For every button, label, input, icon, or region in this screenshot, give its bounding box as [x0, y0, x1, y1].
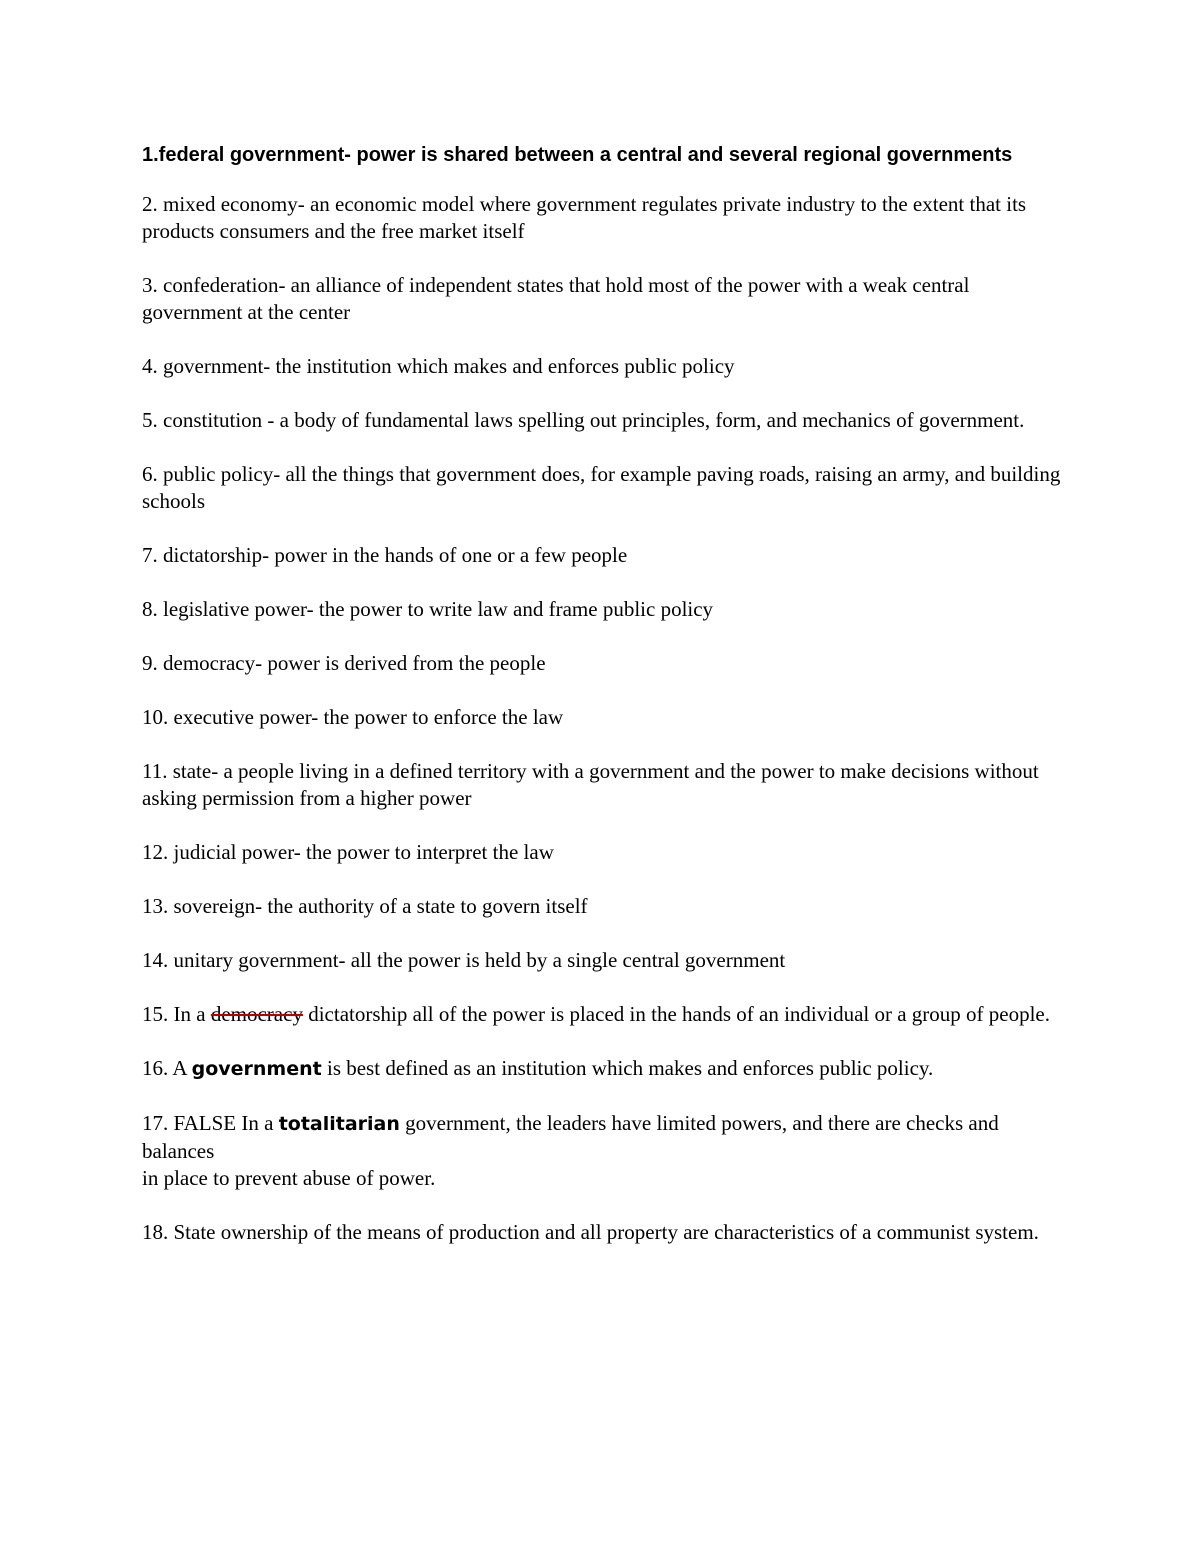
definition-item: 12. judicial power- the power to interpret the law	[142, 840, 554, 864]
question-17-rest: government, the leaders have limited powers, and there are checks and balances	[142, 1111, 999, 1163]
definition-item: 4. government- the institution which makes and enforces public policy	[142, 354, 735, 378]
definition-item: 14. unitary government- all the power is held by a single central government	[142, 948, 786, 972]
definition-heading: 1.federal government- power is shared between a central and several regional governments	[142, 144, 1013, 166]
struck-word: democracy	[210, 1002, 303, 1026]
definition-item: 13. sovereign- the authority of a state to govern itself	[142, 894, 588, 918]
definition-item: 5. constitution - a body of fundamental laws spelling out principles, form, and mechanics of government.	[142, 408, 1025, 432]
definition-item: 2. mixed economy- an economic model where government regulates private industry to the extent that its products consumers and the free market itself	[142, 192, 1027, 243]
document-body	[142, 142, 1072, 1273]
definition-item: 6. public policy- all the things that government does, for example paving roads, raising an army, and building schools	[142, 462, 1061, 513]
question-17	[142, 1110, 1072, 1192]
question-15-rest: dictatorship all of the power is placed in the hands of an individual or a group of people.	[302, 1002, 1051, 1026]
definition-item: 9. democracy- power is derived from the people	[142, 651, 546, 675]
definition-item: 3. confederation- an alliance of independent states that hold most of the power with a weak central government at the center	[142, 273, 970, 324]
bold-term: government	[191, 1058, 322, 1080]
definition-item: 7. dictatorship- power in the hands of one or a few people	[142, 543, 628, 567]
question-16-rest: is best defined as an institution which makes and enforces public policy.	[321, 1056, 934, 1080]
definition-item: 10. executive power- the power to enforce the law	[142, 705, 564, 729]
bold-term: totalitarian	[278, 1113, 400, 1135]
question-15-prefix: 15. In a	[142, 1002, 211, 1026]
question-16-prefix: 16. A	[142, 1056, 192, 1080]
question-18: 18. State ownership of the means of production and all property are characteristics of a communist system.	[142, 1220, 1039, 1244]
question-17-line2: in place to prevent abuse of power.	[142, 1166, 436, 1190]
question-15	[142, 1001, 1072, 1028]
definition-item: 11. state- a people living in a defined territory with a government and the power to make decisions without asking permission from a higher power	[142, 759, 1039, 810]
question-16	[142, 1055, 1072, 1083]
question-17-prefix: 17. FALSE In a	[142, 1111, 279, 1135]
definition-item: 8. legislative power- the power to write law and frame public policy	[142, 597, 714, 621]
